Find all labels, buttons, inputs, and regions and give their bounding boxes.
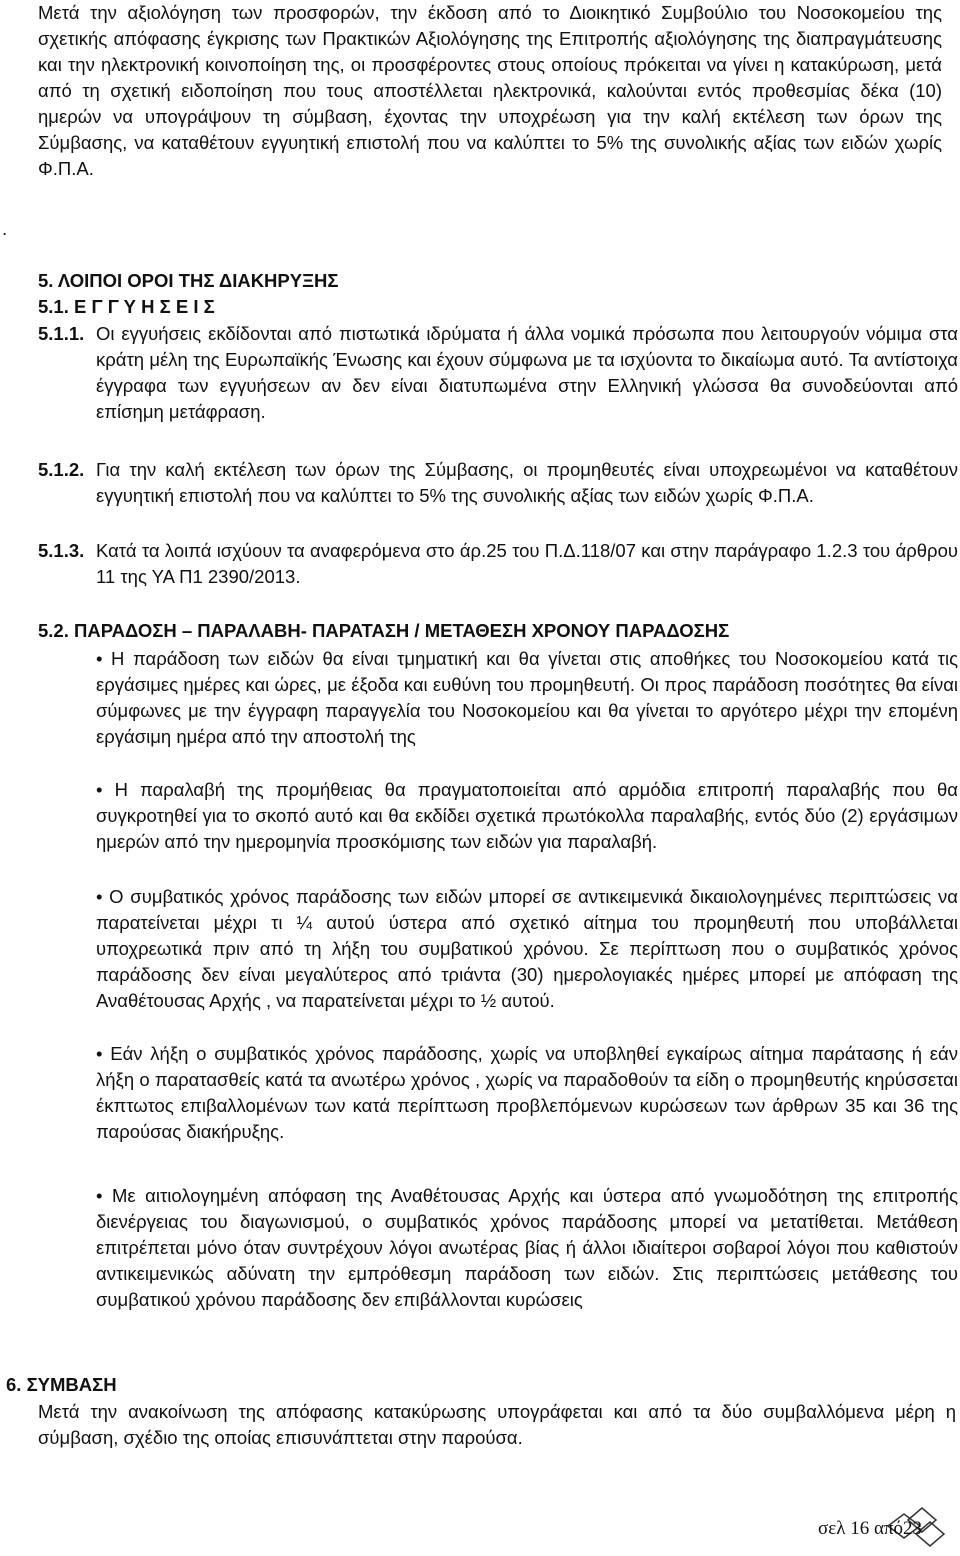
delivery-bullet-4: • Εάν λήξη ο συμβατικός χρόνος παράδοσης, χωρίς να υποβληθεί εγκαίρως αίτημα παράτασης ή εάν λήξη ο παρατασθείς κατά τα ανωτέρω χρόνος , χωρίς να παραδοθούν τα είδη ο προμηθευτής κηρύσσεται έκπτωτος επιβαλλομένων των κατά περίπτωση προβλεπόμενων κυρώσεων των άρθρων 35 και 36 της παρούσας διακήρυξης. xyxy=(96,1043,958,1142)
item-number-5-1-2: 5.1.2. xyxy=(38,459,85,480)
intro-bullet-dot: . xyxy=(2,218,8,239)
delivery-bullet-5: • Με αιτιολογημένη απόφαση της Αναθέτουσας Αρχής και ύστερα από γνωμοδότηση της επιτροπής διενέργειας του διαγωνισμού, ο συμβατικός χρόνος παράδοσης μπορεί να μετατίθεται. Μετάθεση επιτρέπεται μόνο όταν συντρέχουν λόγοι ανωτέρας βίας ή άλλοι ιδιαίτεροι σοβαροί λόγοι που καθιστούν αντικειμενικώς αδύνατη την εμπρόθεσμη παράδοση των ειδών. Στις περιπτώσεις μετάθεσης του συμβατικού χρόνου παράδοσης δεν επιβάλλονται κυρώσεις xyxy=(96,1185,958,1310)
delivery-bullet-3: • Ο συμβατικός χρόνος παράδοσης των ειδών μπορεί σε αντικειμενικά δικαιολογημένες περιπτώσεις να παρατείνεται μέχρι τι ¼ αυτού ύστερα από σχετικό αίτημα του προμηθευτή που υποβάλλεται υποχρεωτικά πριν από τη λήξη του συμβατικού χρόνου. Σε περίπτωση που ο συμβατικός χρόνος παράδοσης δεν είναι μεγαλύτερος από τριάντα (30) ημερολογιακές ημέρες μπορεί με απόφαση της Αναθέτουσας Αρχής , να παρατείνεται μέχρι το ½ αυτού. xyxy=(96,886,958,1011)
item-text-5-1-3: Κατά τα λοιπά ισχύουν τα αναφερόμενα στο άρ.25 του Π.Δ.118/07 και στην παράγραφο 1.2.3 του άρθρου 11 της ΥΑ Π1 2390/2013. xyxy=(96,540,958,587)
section-5-2-heading: 5.2. ΠΑΡΑΔΟΣΗ – ΠΑΡΑΛΑΒΗ- ΠΑΡΑΤΑΣΗ / ΜΕΤΑΘΕΣΗ ΧΡΟΝΟΥ ΠΑΡΑΔΟΣΗΣ xyxy=(38,620,730,641)
page-number: σελ 16 από23 xyxy=(818,1518,922,1539)
delivery-bullet-2: • Η παραλαβή της προμήθειας θα πραγματοποιείται από αρμόδια επιτροπή παραλαβής που θα συγκροτηθεί για το σκοπό αυτό και θα εκδίδει σχετικά πρωτόκολλα παραλαβής, εντός δύο (2) εργάσιμων ημερών από την ημερομηνία προσκόμισης των ειδών για παραλαβή. xyxy=(96,779,958,852)
item-text-5-1-2: Για την καλή εκτέλεση των όρων της Σύμβασης, οι προμηθευτές είναι υποχρεωμένοι να καταθέτουν εγγυητική επιστολή που να καλύπτει το 5% της συνολικής αξίας των ειδών χωρίς Φ.Π.Α. xyxy=(96,459,958,506)
item-number-5-1-3: 5.1.3. xyxy=(38,540,85,561)
section-6-paragraph: Μετά την ανακοίνωση της απόφασης κατακύρωσης υπογράφεται και από τα δύο συμβαλλόμενα μέρη η σύμβαση, σχέδιο της οποίας επισυνάπτεται στην παρούσα. xyxy=(38,1401,956,1448)
delivery-bullet-1: • Η παράδοση των ειδών θα είναι τμηματική και θα γίνεται στις αποθήκες του Νοσοκομείου κατά τις εργάσιμες ημέρες και ώρες, με έξοδα και ευθύνη του προμηθευτή. Οι προς παράδοση ποσότητες θα είναι σύμφωνες με την έγγραφη παραγγελία του Νοσοκομείου και θα γίνεται το αργότερο μέχρι την επομένη εργάσιμη ημέρα από την αποστολή της xyxy=(96,648,958,747)
section-5-heading: 5. ΛΟΙΠΟΙ ΟΡΟΙ ΤΗΣ ΔΙΑΚΗΡΥΞΗΣ xyxy=(38,270,339,291)
item-number-5-1-1: 5.1.1. xyxy=(38,323,85,344)
section-5-1-heading: 5.1. Ε Γ Γ Υ Η Σ Ε Ι Σ xyxy=(38,296,215,317)
item-text-5-1-1: Οι εγγυήσεις εκδίδονται από πιστωτικά ιδρύματα ή άλλα νομικά πρόσωπα που λειτουργούν νόμιμα στα κράτη μέλη της Ευρωπαϊκής Ένωσης και έχουν σύμφωνα με τα ισχύοντα το δικαίωμα αυτό. Τα αντίστοιχα έγγραφα των εγγυήσεων αν δεν είναι διατυπωμένα στην Ελληνική γλώσσα θα συνοδεύονται από επίσημη μετάφραση. xyxy=(96,323,958,422)
section-6-heading: 6. ΣΥΜΒΑΣΗ xyxy=(6,1374,117,1395)
intro-paragraph: Μετά την αξιολόγηση των προσφορών, την έκδοση από το Διοικητικό Συμβούλιο του Νοσοκομείου της σχετικής απόφασης έγκρισης των Πρακτικών Αξιολόγησης της Επιτροπής αξιολόγησης της διαπραγμάτευσης και την ηλεκτρονική κοινοποίηση της, οι προσφέροντες στους οποίους πρόκειται να γίνει η κατακύρωση, μετά από τη σχετική ειδοποίηση που τους αποστέλλεται ηλεκτρονικά, καλούνται εντός προθεσμίας δέκα (10) ημερών να υπογράψουν τη σύμβαση, έχοντας την υποχρέωση για την καλή εκτέλεση των όρων της Σύμβασης, να καταθέτουν εγγυητική επιστολή που να καλύπτει το 5% της συνολικής αξίας των ειδών χωρίς Φ.Π.Α. xyxy=(38,2,942,179)
